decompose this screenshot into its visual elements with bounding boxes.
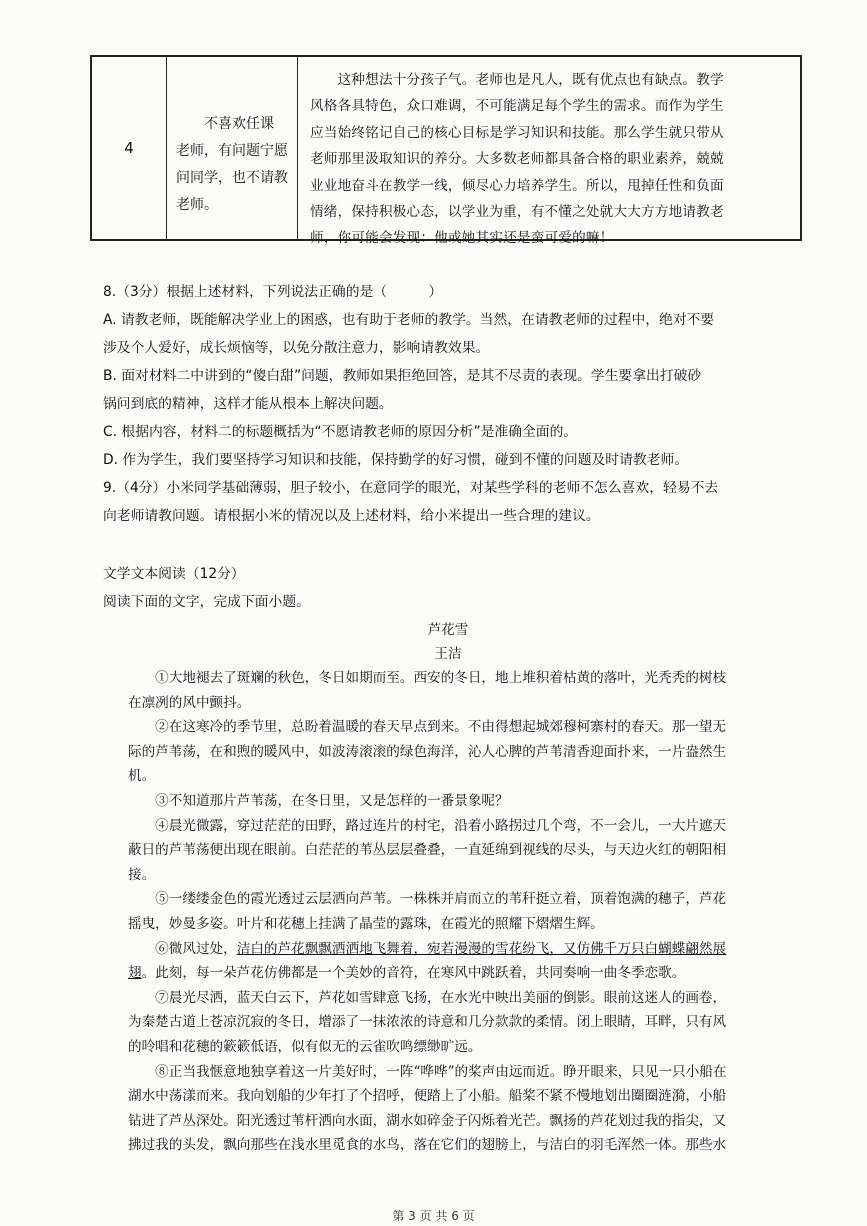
section-heading: 文学文本阅读（12分） (103, 566, 245, 582)
table-advice-cell (310, 67, 792, 252)
story-line: 蔽日的芦苇荡便出现在眼前。白茫茫的苇丛层层叠叠，一直延绵到视线的尽头，与天边火红的朝阳相 (128, 842, 727, 859)
table-cell-line: 不喜欢任课 (176, 116, 274, 132)
question-8-stem: 8.（3分）根据上述材料，下列说法正确的是（ ） (103, 284, 443, 300)
paragraph-6-line-2 (128, 961, 768, 986)
story-line: ②在这寒冷的季节里，总盼着温暖的春天早点到来。不由得想起城郊穆柯寨村的春天。那一望无 (128, 719, 727, 736)
story-line: 机。 (128, 768, 156, 785)
question-9-cont: 向老师请教问题。请根据小米的情况以及上述材料，给小米提出一些合理的建议。 (103, 508, 600, 524)
option-d: D. 作为学生，我们要坚持学习知识和技能，保持勤学的好习惯，碰到不懂的问题及时请教老师。 (103, 452, 689, 468)
table-cell-line: 应当始终铭记自己的核心目标是学习知识和技能。那么学生就只带从 (310, 124, 724, 141)
question-9-stem: 9.（4分）小米同学基础薄弱，胆子较小，在意同学的眼光，对某些学科的老师不怎么喜欢，轻易不去 (103, 480, 719, 496)
table-cell-line: 师，你可能会发现：他或她其实还是蛮可爱的嘛！ (310, 230, 614, 247)
story-line: ⑦晨光尽洒，蓝天白云下，芦花如雪肆意飞扬，在水光中映出美丽的倒影。眼前这迷人的画卷， (128, 989, 727, 1006)
option-a-cont: 涉及个人爱好，成长烦恼等，以免分散注意力，影响请教效果。 (103, 340, 490, 356)
table-cell-line: 老师那里汲取知识的养分。大多数老师都具备合格的职业素养，兢兢 (310, 151, 724, 168)
table-cell-line: 风格各具特色，众口难调，不可能满足每个学生的需求。而作为学生 (310, 98, 724, 115)
story-body (128, 666, 768, 1158)
story-line: 为秦楚古道上苍凉沉寂的冬日，增添了一抹浓浓的诗意和几分款款的柔情。闭上眼睛，耳畔，只有风 (128, 1014, 727, 1031)
material-table (90, 55, 802, 247)
table-cell-line: 这种想法十分孩子气。老师也是凡人，既有优点也有缺点。教学 (310, 72, 724, 88)
story-line: ⑧正当我惬意地独享着这一片美好时，一阵“哗哗”的桨声由远而近。睁开眼来，只见一只小船在 (128, 1063, 727, 1080)
option-c: C. 根据内容，材料二的标题概括为“不愿请教老师的原因分析”是准确全面的。 (103, 424, 578, 440)
story-line: ③不知道那片芦苇荡，在冬日里，又是怎样的一番景象呢？ (128, 792, 509, 809)
table-behavior-cell (176, 111, 296, 219)
story-author: 王洁 (434, 646, 462, 662)
p6-end: 。此刻，每一朵芦花仿佛都是一个美妙的音符，在寒风中跳跃着，共同奏响一曲冬季恋歌。 (141, 965, 686, 982)
p6-start: ⑥微风过处， (128, 940, 237, 957)
section-instruction: 阅读下面的文字，完成下面小题。 (103, 594, 310, 610)
story-line: 接。 (128, 866, 156, 883)
story-line: ①大地褪去了斑斓的秋色，冬日如期而至。西安的冬日，地上堆积着枯黄的落叶，光秃秃的树枝 (128, 670, 727, 686)
story-line: 拂过我的头发，飘向那些在浅水里觅食的水鸟，落在它们的翅膀上，与洁白的羽毛浑然一体。那些水 (128, 1137, 727, 1154)
story-title: 芦花雪 (427, 622, 469, 638)
table-cell-line: 老师。 (176, 197, 218, 213)
story-line: 钻进了芦丛深处。阳光透过苇杆洒向水面，湖水如碎金子闪烁着光芒。飘扬的芦花划过我的指尖，又 (128, 1112, 727, 1129)
option-a: A. 请教老师，既能解决学业上的困惑，也有助于老师的教学。当然，在请教老师的过程中，绝对不要 (103, 312, 715, 328)
p6-underlined-tail: 翅 (128, 965, 142, 982)
story-line: 湖水中荡漾而来。我向划船的少年打了个招呼，便踏上了小船。船桨不紧不慢地划出圈圈涟漪，小船 (128, 1088, 727, 1105)
table-cell-line: 问同学，也不请教 (176, 170, 288, 186)
table-row-number: 4 (124, 139, 134, 157)
table-cell-line: 业业地奋斗在教学一线，倾尽心力培养学生。所以，甩掉任性和负面 (310, 177, 724, 194)
story-line: 的呤唱和花穗的簌簌低语，似有似无的云雀吹鸣缥缈旷远。 (128, 1038, 482, 1055)
table-cell-line: 情绪，保持积极心态，以学业为重，有不懂之处就大大方方地请教老 (310, 204, 724, 221)
story-line: 摇曳，妙曼多姿。叶片和花穗上挂满了晶莹的露珠，在霞光的照耀下熠熠生辉。 (128, 915, 604, 932)
page-footer: 第 3 页 共 6 页 (392, 1209, 475, 1223)
questions-block (103, 278, 783, 530)
option-b: B. 面对材料二中讲到的“傻白甜”问题，教师如果拒绝回答，是其不尽责的表现。学生要拿出打破砂 (103, 368, 702, 384)
p6-underlined-sentence: 洁白的芦花飘飘洒洒地飞舞着，宛若漫漫的雪花纷飞，又仿佛千万只白蝴蝶翩然展 (236, 940, 727, 957)
paragraph-6-line-1 (128, 937, 768, 962)
story-line: 在凛冽的风中颤抖。 (128, 694, 251, 711)
section-header (103, 560, 783, 616)
story-line: 际的芦苇荡，在和煦的暖风中，如波涛滚滚的绿色海洋，沁人心脾的芦苇清香迎面扑来，一片盎然生 (128, 743, 727, 760)
story-line: ⑤一缕缕金色的霞光透过云层洒向芦苇。一株株并肩而立的苇秆挺立着，顶着饱满的穗子，芦花 (128, 891, 727, 908)
story-line: ④晨光微露，穿过茫茫的田野，路过连片的村宅，沿着小路拐过几个弯，不一会儿，一大片遮天 (128, 817, 727, 834)
option-b-cont: 锅问到底的精神，这样才能从根本上解决问题。 (103, 396, 393, 412)
table-cell-line: 老师，有问题宁愿 (176, 143, 288, 159)
table-divider (297, 57, 298, 239)
table-divider (166, 57, 167, 239)
